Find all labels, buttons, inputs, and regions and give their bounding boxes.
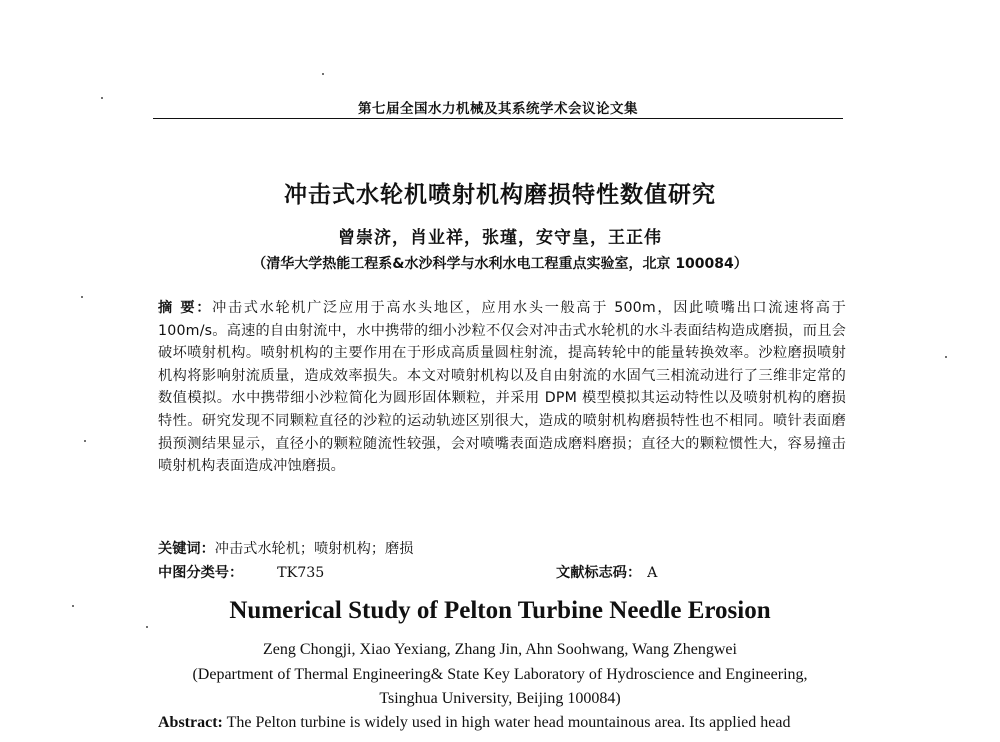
keywords-cn: [158, 538, 413, 558]
abstract-text-cn: 冲击式水轮机广泛应用于高水头地区，应用水头一般高于 500m，因此喷嘴出口流速将高于 100m/s。高速的自由射流中，水中携带的细小沙粒不仅会对冲击式水轮机的水斗表面结构造成磨损，而且会破坏喷射机构。喷射机构的主要作用在于形成高质量圆柱射流，提高转轮中的能量转换效率。沙粒磨损喷射机构将影响射流质量，造成效率损失。本文对喷射机构以及自由射流的水固气三相流动进行了三维非定常的数值模拟。水中携带细小沙粒简化为圆形固体颗粒，并采用 DPM 模型模拟其运动特性以及喷射机构的磨损特性。研究发现不同颗粒直径的沙粒的运动轨迹区别很大，造成的喷射机构磨损特性也不相同。喷针表面磨损预测结果显示，直径小的颗粒随流性较强，会对喷嘴表面造成磨料磨损；直径大的颗粒惯性大，容易撞击喷射机构表面造成冲蚀磨损。: [158, 300, 846, 475]
abstract-label-cn: 摘 要：: [158, 300, 213, 316]
affiliation-en-line2: Tsinghua University, Beijing 100084): [379, 690, 621, 707]
authors-cn: 曾崇济，肖业祥，张瑾，安守皇，王正伟: [338, 228, 662, 248]
paper-title-en: Numerical Study of Pelton Turbine Needle Erosion: [229, 597, 771, 624]
scan-speck: [945, 356, 947, 358]
authors-en: Zeng Chongji, Xiao Yexiang, Zhang Jin, Ahn Soohwang, Wang Zhengwei: [263, 641, 737, 658]
paper-title-cn: 冲击式水轮机喷射机构磨损特性数值研究: [284, 182, 716, 208]
scan-speck: [84, 440, 86, 442]
keywords-text-cn: 冲击式水轮机；喷射机构；磨损: [214, 541, 414, 557]
affiliation-cn: （清华大学热能工程系&水沙科学与水利水电工程重点实验室，北京 100084）: [252, 256, 748, 272]
abstract-cn: [158, 297, 846, 478]
clc-label: 中图分类号：: [158, 565, 244, 581]
scan-speck: [81, 296, 83, 298]
doc-code-value: A: [647, 565, 658, 581]
doc-code-label: 文献标志码：: [556, 565, 642, 581]
affiliation-en-line1: (Department of Thermal Engineering& State Key Laboratory of Hydroscience and Engineering,: [192, 666, 808, 683]
header-rule: [153, 118, 843, 119]
abstract-text-en: The Pelton turbine is widely used in high water head mountainous area. Its applied head: [222, 714, 791, 731]
scan-speck: [322, 73, 324, 75]
clc-value: TK735: [277, 565, 325, 581]
abstract-en: [158, 714, 848, 732]
scan-speck: [146, 626, 148, 628]
abstract-label-en: Abstract:: [158, 714, 223, 731]
keywords-label-cn: 关键词：: [158, 541, 215, 557]
scan-speck: [101, 97, 103, 99]
proceedings-header: 第七届全国水力机械及其系统学术会议论文集: [358, 101, 638, 117]
